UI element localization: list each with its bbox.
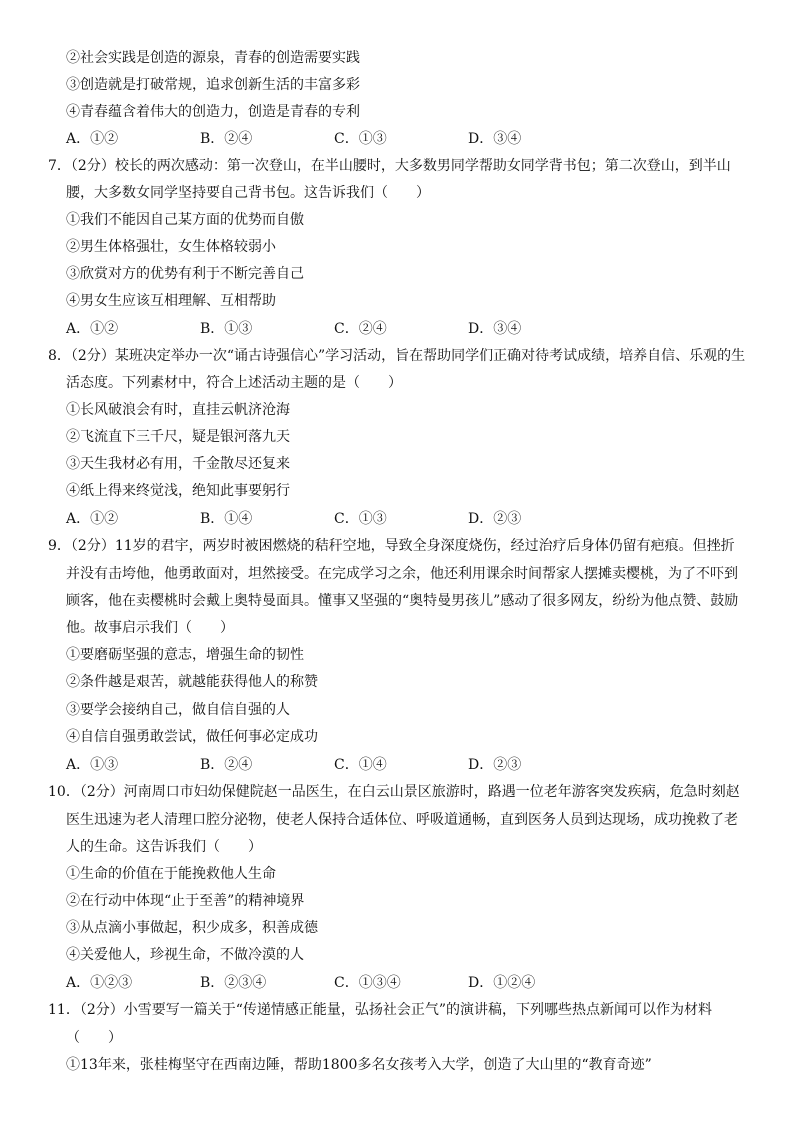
choice-a: A．①②③ (66, 975, 133, 991)
answer-choices (66, 510, 602, 528)
choice-d: D．②③ (468, 511, 522, 527)
option-line: ④男女生应该互相理解、互相帮助 (66, 293, 276, 309)
option-line: ①我们不能因自己某方面的优势而自傲 (66, 212, 304, 228)
option-line: ③创造就是打破常规，追求创新生活的丰富多彩 (66, 77, 360, 93)
question-11-stem: （ ） (66, 1030, 122, 1046)
choice-b: B．①④ (200, 511, 253, 527)
choice-d: D．③④ (468, 321, 522, 337)
option-line: ③要学会接纳自己，做自信自强的人 (66, 702, 290, 718)
choice-b: B．②④ (200, 757, 253, 773)
option-line: ④关爱他人，珍视生命，不做冷漠的人 (66, 947, 304, 963)
option-line: ①生命的价值在于能挽救他人生命 (66, 866, 276, 882)
option-line: ①长风破浪会有时，直挂云帆济沧海 (66, 402, 290, 418)
choice-c: C．①③④ (334, 975, 401, 991)
answer-choices (66, 974, 602, 992)
option-line: ④自信自强勇敢尝试，做任何事必定成功 (66, 729, 318, 745)
choice-c: C．①③ (334, 511, 387, 527)
question-9-stem: 顾客，他在卖樱桃时会戴上奥特曼面具。懂事又坚强的“奥特曼男孩儿”感动了很多网友，纷纷为他点赞、鼓励 (66, 593, 739, 609)
question-10-stem: 医生迅速为老人清理口腔分泌物，使老人保持合适体位、呼吸道通畅，直到医务人员到达现场，成功挽救了老 (66, 812, 738, 828)
question-9-stem: 并没有击垮他，他勇敢面对，坦然接受。在完成学习之余，他还利用课余时间帮家人摆摊卖樱桃，为了不吓到 (66, 566, 738, 582)
option-line: ②在行动中体现“止于至善”的精神境界 (66, 893, 305, 909)
option-line: ①13年来，张桂梅坚守在西南边陲，帮助1800多名女孩考入大学，创造了大山里的“教育奇迹” (66, 1057, 652, 1073)
choice-c: C．②④ (334, 321, 387, 337)
choice-b: B．②③④ (200, 975, 267, 991)
choice-a: A．①② (66, 131, 119, 147)
question-7-stem: 腰，大多数女同学坚持要自己背书包。这告诉我们（ ） (66, 185, 430, 201)
question-8-stem: 8．（2分）某班决定举办一次“诵古诗强信心”学习活动，旨在帮助同学们正确对待考试成绩，培养自信、乐观的生 (48, 348, 746, 364)
option-line: ③天生我材必有用，千金散尽还复来 (66, 456, 290, 472)
option-line: ①要磨砺坚强的意志，增强生命的韧性 (66, 647, 304, 663)
choice-b: B．①③ (200, 321, 253, 337)
question-10-stem: 10．（2分）河南周口市妇幼保健院赵一品医生，在白云山景区旅游时，路遇一位老年游客突发疾病，危急时刻赵 (48, 784, 740, 800)
choice-c: C．①③ (334, 131, 387, 147)
answer-choices (66, 320, 602, 338)
choice-d: D．③④ (468, 131, 522, 147)
answer-choices (66, 756, 602, 774)
choice-a: A．①③ (66, 757, 119, 773)
question-11-stem: 11．（2分）小雪要写一篇关于“传递情感正能量，弘扬社会正气”的演讲稿，下列哪些热点新闻可以作为材料 (48, 1002, 713, 1018)
choice-d: D．①②④ (468, 975, 536, 991)
choice-c: C．①④ (334, 757, 387, 773)
option-line: ②男生体格强壮，女生体格较弱小 (66, 239, 276, 255)
question-9-stem: 他。故事启示我们（ ） (66, 620, 234, 636)
question-10-stem: 人的生命。这告诉我们（ ） (66, 839, 262, 855)
choice-a: A．①② (66, 321, 119, 337)
answer-choices (66, 130, 602, 148)
option-line: ③从点滴小事做起，积少成多，积善成德 (66, 920, 318, 936)
question-8-stem: 活态度。下列素材中，符合上述活动主题的是（ ） (66, 375, 402, 391)
question-9-stem: 9．（2分）11岁的君宇，两岁时被困燃烧的秸秆空地，导致全身深度烧伤，经过治疗后身体仍留有疤痕。但挫折 (48, 538, 735, 554)
question-7-stem: 7．（2分）校长的两次感动：第一次登山，在半山腰时，大多数男同学帮助女同学背书包；第二次登山，到半山 (48, 158, 731, 174)
option-line: ②社会实践是创造的源泉，青春的创造需要实践 (66, 50, 360, 66)
option-line: ③欣赏对方的优势有利于不断完善自己 (66, 266, 304, 282)
option-line: ②条件越是艰苦，就越能获得他人的称赞 (66, 674, 318, 690)
choice-b: B．②④ (200, 131, 253, 147)
option-line: ④青春蕴含着伟大的创造力，创造是青春的专利 (66, 104, 360, 120)
option-line: ④纸上得来终觉浅，绝知此事要躬行 (66, 483, 290, 499)
choice-a: A．①② (66, 511, 119, 527)
choice-d: D．②③ (468, 757, 522, 773)
option-line: ②飞流直下三千尺，疑是银河落九天 (66, 429, 290, 445)
